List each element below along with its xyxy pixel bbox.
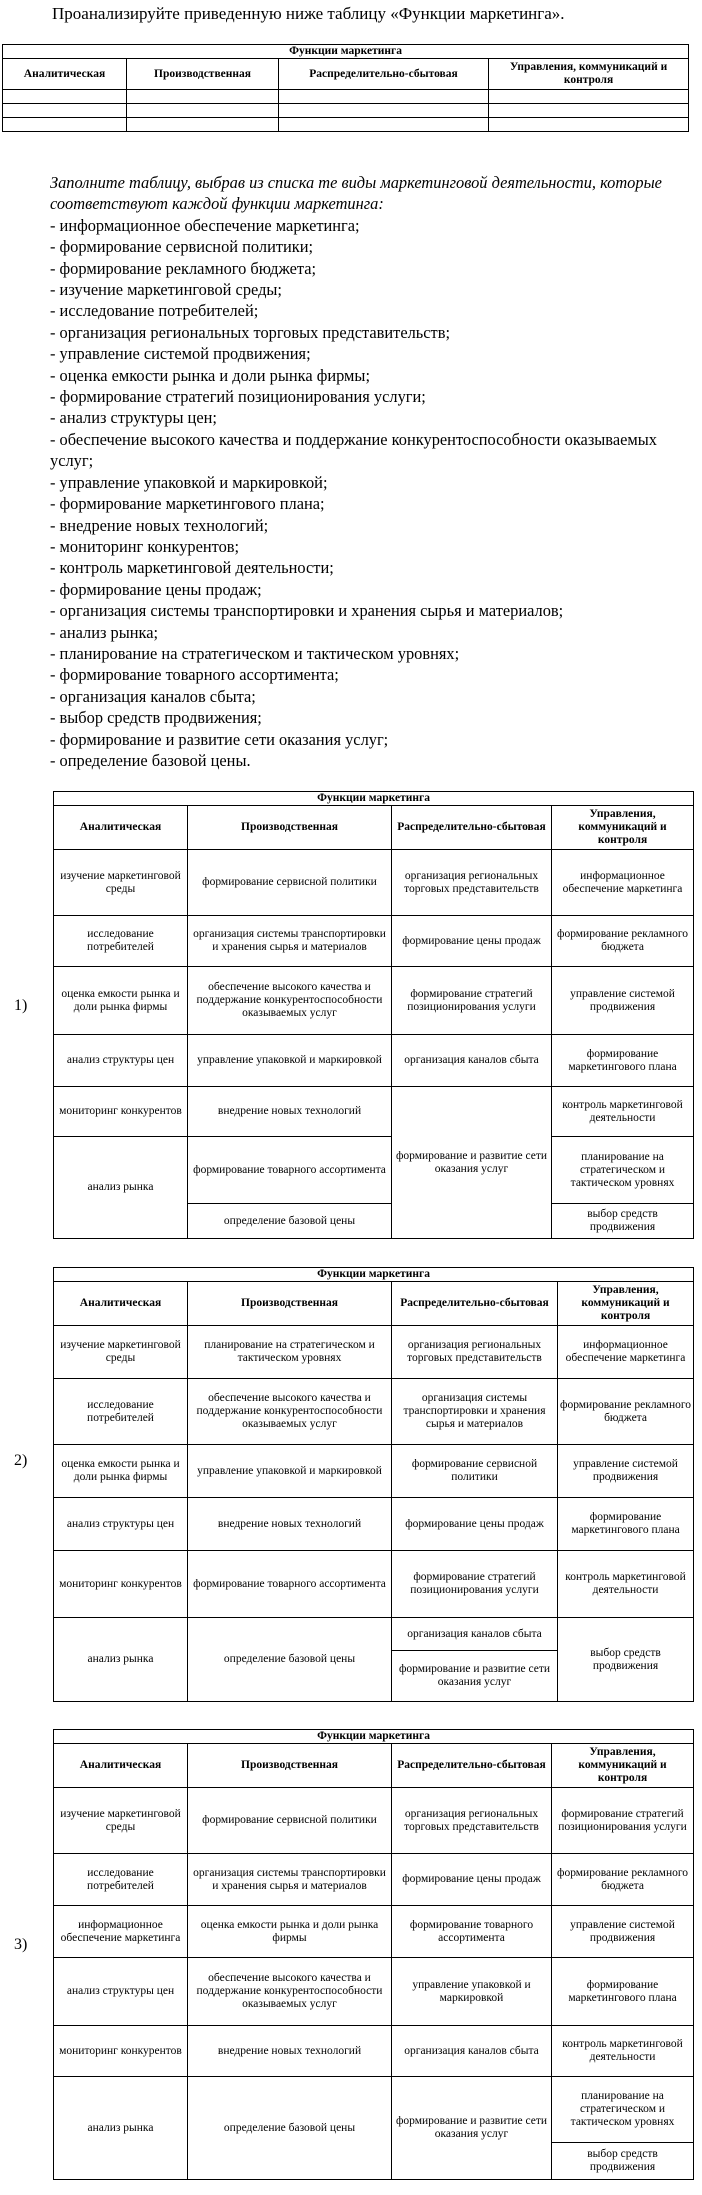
cell-distribution: формирование стратегий позиционирования услуги bbox=[392, 1551, 558, 1618]
cell-management: планирование на стратегическом и тактическом уровнях bbox=[552, 1137, 694, 1204]
cell-management: формирование рекламного бюджета bbox=[552, 916, 694, 967]
cell-distribution: организация региональных торговых представительств bbox=[392, 1788, 552, 1854]
list-item: - формирование и развитие сети оказания услуг; bbox=[50, 729, 389, 749]
cell-production: организация системы транспортировки и хранения сырья и материалов bbox=[188, 916, 392, 967]
cell-production: управление упаковкой и маркировкой bbox=[188, 1035, 392, 1087]
option-1-table bbox=[53, 791, 694, 1239]
cell-management: управление системой продвижения bbox=[558, 1445, 694, 1498]
list-item: - анализ рынка; bbox=[50, 622, 159, 642]
empty-cell bbox=[3, 118, 127, 132]
cell-management: формирование рекламного бюджета bbox=[558, 1379, 694, 1445]
cell-distribution: формирование цены продаж bbox=[392, 1854, 552, 1906]
list-item: - формирование маркетингового плана; bbox=[50, 494, 325, 514]
empty-cell bbox=[127, 90, 279, 104]
empty-cell bbox=[279, 104, 489, 118]
table-title: Функции маркетинга bbox=[54, 1268, 694, 1282]
empty-cell bbox=[3, 104, 127, 118]
table-title: Функции маркетинга bbox=[54, 1730, 694, 1744]
cell-analytical: оценка емкости рынка и доли рынка фирмы bbox=[54, 1445, 188, 1498]
table-title: Функции маркетинга bbox=[54, 792, 694, 806]
cell-production: внедрение новых технологий bbox=[188, 1087, 392, 1137]
cell-analytical: мониторинг конкурентов bbox=[54, 2026, 188, 2077]
header-production: Производственная bbox=[188, 1744, 392, 1788]
list-item: - информационное обеспечение маркетинга; bbox=[50, 215, 360, 235]
cell-distribution: организация региональных торговых представительств bbox=[392, 850, 552, 916]
empty-cell bbox=[489, 104, 689, 118]
cell-management: контроль маркетинговой деятельности bbox=[552, 1087, 694, 1137]
cell-production: определение базовой цены bbox=[188, 1204, 392, 1239]
cell-distribution: формирование товарного ассортимента bbox=[392, 1906, 552, 1958]
cell-distribution: формирование цены продаж bbox=[392, 916, 552, 967]
header-analytical: Аналитическая bbox=[54, 806, 188, 850]
list-item: - организация каналов сбыта; bbox=[50, 686, 256, 706]
header-analytical: Аналитическая bbox=[54, 1744, 188, 1788]
header-management: Управления, коммуникаций и контроля bbox=[552, 1744, 694, 1788]
cell-analytical: изучение маркетинговой среды bbox=[54, 850, 188, 916]
header-analytical: Аналитическая bbox=[3, 59, 127, 90]
cell-production: формирование сервисной политики bbox=[188, 850, 392, 916]
cell-analytical: мониторинг конкурентов bbox=[54, 1551, 188, 1618]
cell-production: обеспечение высокого качества и поддержание конкурентоспособности оказываемых услуг bbox=[188, 1958, 392, 2026]
cell-analytical: исследование потребителей bbox=[54, 916, 188, 967]
empty-cell bbox=[279, 90, 489, 104]
table-title: Функции маркетинга bbox=[3, 45, 689, 59]
cell-management: информационное обеспечение маркетинга bbox=[552, 850, 694, 916]
cell-distribution: формирование и развитие сети оказания услуг bbox=[392, 1651, 558, 1702]
list-item: - определение базовой цены. bbox=[50, 750, 251, 770]
list-item: - формирование рекламного бюджета; bbox=[50, 258, 317, 278]
list-item: - анализ структуры цен; bbox=[50, 408, 217, 428]
instructions-title: Заполните таблицу, выбрав из списка те виды маркетинговой деятельности, которые соответствуют каждой функции маркетинга: bbox=[50, 173, 662, 214]
cell-distribution: управление упаковкой и маркировкой bbox=[392, 1958, 552, 2026]
option-1-label[interactable]: 1) bbox=[14, 997, 28, 1014]
header-distribution: Распределительно-сбытовая bbox=[392, 1744, 552, 1788]
list-item: - оценка емкости рынка и доли рынка фирмы; bbox=[50, 365, 370, 385]
cell-management: формирование маркетингового плана bbox=[558, 1498, 694, 1551]
cell-distribution: организация каналов сбыта bbox=[392, 1618, 558, 1651]
cell-production: управление упаковкой и маркировкой bbox=[188, 1445, 392, 1498]
list-item: - формирование цены продаж; bbox=[50, 579, 262, 599]
cell-analytical: информационное обеспечение маркетинга bbox=[54, 1906, 188, 1958]
list-item: - управление системой продвижения; bbox=[50, 344, 311, 364]
cell-production: определение базовой цены bbox=[188, 1618, 392, 1702]
intro-text: Проанализируйте приведенную ниже таблицу «Функции маркетинга». bbox=[52, 4, 565, 23]
cell-analytical: анализ структуры цен bbox=[54, 1035, 188, 1087]
cell-distribution: формирование и развитие сети оказания услуг bbox=[392, 2077, 552, 2180]
empty-cell bbox=[489, 90, 689, 104]
list-item: - изучение маркетинговой среды; bbox=[50, 280, 282, 300]
empty-cell bbox=[127, 104, 279, 118]
list-item: - выбор средств продвижения; bbox=[50, 708, 262, 728]
header-distribution: Распределительно-сбытовая bbox=[392, 806, 552, 850]
cell-management: формирование маркетингового плана bbox=[552, 1035, 694, 1087]
activity-list bbox=[50, 215, 690, 772]
cell-distribution: формирование стратегий позиционирования услуги bbox=[392, 967, 552, 1035]
cell-production: формирование товарного ассортимента bbox=[188, 1137, 392, 1204]
cell-management: контроль маркетинговой деятельности bbox=[552, 2026, 694, 2077]
list-item: - обеспечение высокого качества и поддержание конкурентоспособности оказываемых услуг; bbox=[50, 429, 657, 471]
list-item: - формирование стратегий позиционирования услуги; bbox=[50, 387, 426, 407]
cell-analytical: анализ рынка bbox=[54, 2077, 188, 2180]
cell-distribution: организация региональных торговых представительств bbox=[392, 1326, 558, 1379]
header-management: Управления, коммуникаций и контроля bbox=[489, 59, 689, 90]
cell-management: формирование маркетингового плана bbox=[552, 1958, 694, 2026]
cell-production: определение базовой цены bbox=[188, 2077, 392, 2180]
empty-cell bbox=[279, 118, 489, 132]
empty-cell bbox=[127, 118, 279, 132]
cell-distribution: формирование и развитие сети оказания услуг bbox=[392, 1087, 552, 1239]
list-item: - организация системы транспортировки и хранения сырья и материалов; bbox=[50, 601, 564, 621]
list-item: - формирование сервисной политики; bbox=[50, 237, 314, 257]
option-3-table bbox=[53, 1729, 694, 2180]
cell-distribution: формирование сервисной политики bbox=[392, 1445, 558, 1498]
cell-management: информационное обеспечение маркетинга bbox=[558, 1326, 694, 1379]
cell-management: формирование рекламного бюджета bbox=[552, 1854, 694, 1906]
list-item: - планирование на стратегическом и тактическом уровнях; bbox=[50, 643, 460, 663]
cell-production: планирование на стратегическом и тактическом уровнях bbox=[188, 1326, 392, 1379]
cell-distribution: организация каналов сбыта bbox=[392, 1035, 552, 1087]
cell-production: оценка емкости рынка и доли рынка фирмы bbox=[188, 1906, 392, 1958]
header-analytical: Аналитическая bbox=[54, 1282, 188, 1326]
cell-distribution: формирование цены продаж bbox=[392, 1498, 558, 1551]
cell-management: управление системой продвижения bbox=[552, 1906, 694, 1958]
cell-analytical: анализ структуры цен bbox=[54, 1958, 188, 2026]
cell-analytical: исследование потребителей bbox=[54, 1854, 188, 1906]
cell-production: организация системы транспортировки и хранения сырья и материалов bbox=[188, 1854, 392, 1906]
header-management: Управления, коммуникаций и контроля bbox=[552, 806, 694, 850]
cell-production: формирование сервисной политики bbox=[188, 1788, 392, 1854]
cell-production: обеспечение высокого качества и поддержание конкурентоспособности оказываемых услуг bbox=[188, 967, 392, 1035]
empty-functions-table bbox=[2, 44, 689, 132]
list-item: - управление упаковкой и маркировкой; bbox=[50, 472, 328, 492]
cell-production: формирование товарного ассортимента bbox=[188, 1551, 392, 1618]
cell-analytical: анализ рынка bbox=[54, 1137, 188, 1239]
list-item: - организация региональных торговых представительств; bbox=[50, 322, 451, 342]
cell-management: планирование на стратегическом и тактическом уровнях bbox=[552, 2077, 694, 2143]
list-item: - контроль маркетинговой деятельности; bbox=[50, 558, 334, 578]
cell-management: управление системой продвижения bbox=[552, 967, 694, 1035]
header-management: Управления, коммуникаций и контроля bbox=[558, 1282, 694, 1326]
cell-analytical: оценка емкости рынка и доли рынка фирмы bbox=[54, 967, 188, 1035]
cell-analytical: мониторинг конкурентов bbox=[54, 1087, 188, 1137]
header-production: Производственная bbox=[127, 59, 279, 90]
empty-cell bbox=[489, 118, 689, 132]
option-2-label[interactable]: 2) bbox=[14, 1452, 28, 1469]
cell-analytical: изучение маркетинговой среды bbox=[54, 1326, 188, 1379]
option-3-label[interactable]: 3) bbox=[14, 1936, 28, 1953]
cell-production: внедрение новых технологий bbox=[188, 1498, 392, 1551]
option-2-table bbox=[53, 1267, 694, 1702]
header-production: Производственная bbox=[188, 806, 392, 850]
cell-management: контроль маркетинговой деятельности bbox=[558, 1551, 694, 1618]
cell-analytical: анализ рынка bbox=[54, 1618, 188, 1702]
list-item: - исследование потребителей; bbox=[50, 301, 259, 321]
cell-distribution: организация системы транспортировки и хранения сырья и материалов bbox=[392, 1379, 558, 1445]
cell-analytical: изучение маркетинговой среды bbox=[54, 1788, 188, 1854]
list-item: - формирование товарного ассортимента; bbox=[50, 665, 339, 685]
cell-management: выбор средств продвижения bbox=[552, 2143, 694, 2180]
cell-analytical: исследование потребителей bbox=[54, 1379, 188, 1445]
instructions bbox=[50, 172, 690, 771]
header-distribution: Распределительно-сбытовая bbox=[279, 59, 489, 90]
header-production: Производственная bbox=[188, 1282, 392, 1326]
cell-management: формирование стратегий позиционирования услуги bbox=[552, 1788, 694, 1854]
list-item: - внедрение новых технологий; bbox=[50, 515, 269, 535]
cell-production: обеспечение высокого качества и поддержание конкурентоспособности оказываемых услуг bbox=[188, 1379, 392, 1445]
empty-cell bbox=[3, 90, 127, 104]
cell-management: выбор средств продвижения bbox=[552, 1204, 694, 1239]
header-distribution: Распределительно-сбытовая bbox=[392, 1282, 558, 1326]
cell-analytical: анализ структуры цен bbox=[54, 1498, 188, 1551]
list-item: - мониторинг конкурентов; bbox=[50, 536, 240, 556]
cell-management: выбор средств продвижения bbox=[558, 1618, 694, 1702]
cell-production: внедрение новых технологий bbox=[188, 2026, 392, 2077]
cell-distribution: организация каналов сбыта bbox=[392, 2026, 552, 2077]
